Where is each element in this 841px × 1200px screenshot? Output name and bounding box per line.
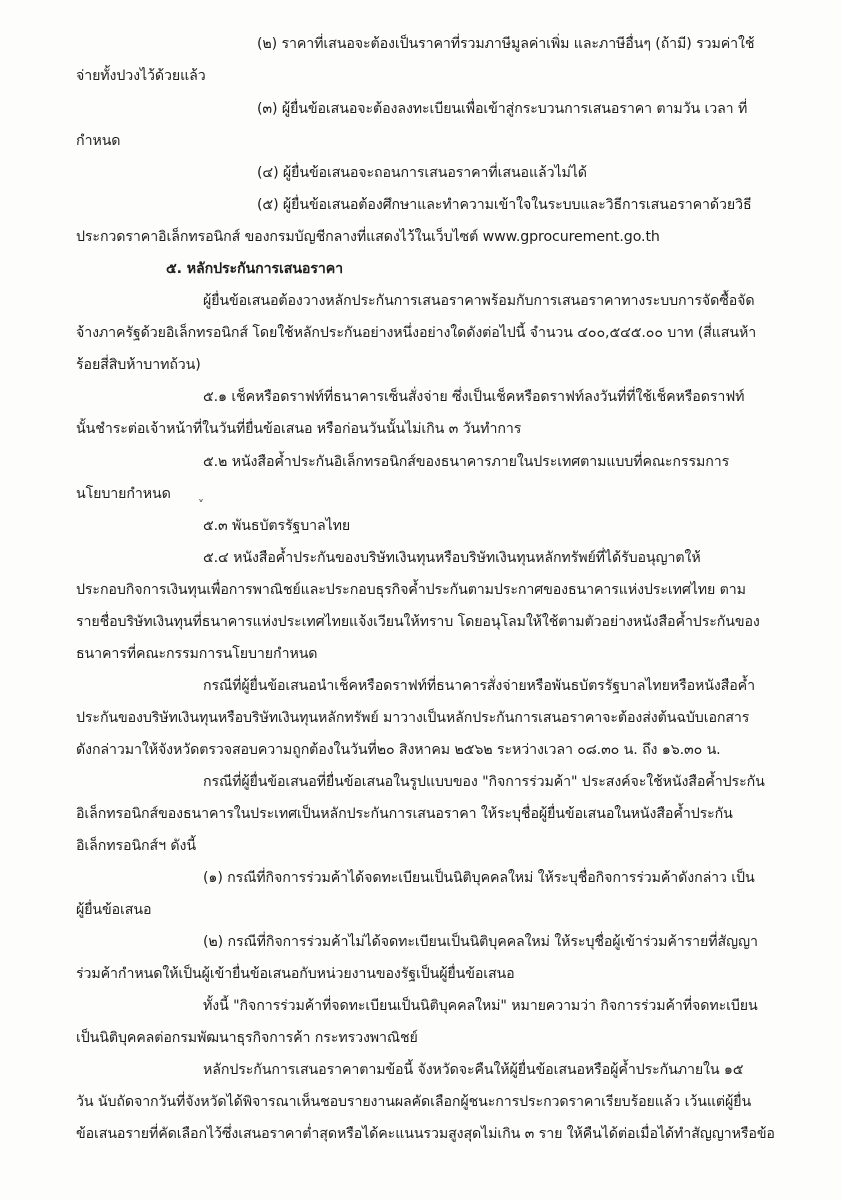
text-line: ๕.๑ เช็คหรือดราฟท์ที่ธนาคารเซ็นสั่งจ่าย ซึ่งเป็นเช็คหรือดราฟท์ลงวันที่ที่ใช้เช็คหรือดราฟท์	[203, 389, 745, 405]
text-line: (๑) กรณีที่กิจการร่วมค้าได้จดทะเบียนเป็นนิติบุคคลใหม่ ให้ระบุชื่อกิจการร่วมค้าดังกล่าว เป็น	[203, 870, 755, 886]
text-line: วัน นับถัดจากวันที่จังหวัดได้พิจารณาเห็นชอบรายงานผลคัดเลือกผู้ชนะการประกวดราคาเรียบร้อยแล้ว เว้นแต่ผู้ยื่น	[76, 1094, 752, 1110]
text-line: จ้างภาครัฐด้วยอิเล็กทรอนิกส์ โดยใช้หลักประกันอย่างหนึ่งอย่างใดดังต่อไปนี้ จำนวน ๔๐๐,๕๔๕.๐๐ บาท (สี่แสนห้า	[76, 325, 757, 341]
section-heading: ๕. หลักประกันการเสนอราคา	[166, 261, 343, 277]
text-line: ประกวดราคาอิเล็กทรอนิกส์ ของกรมบัญชีกลางที่แสดงไว้ในเว็บไซต์ www.gprocurement.go.th	[76, 229, 660, 245]
text-line: นโยบายกำหนด	[76, 486, 171, 502]
text-line: ๕.๓ พันธบัตรรัฐบาลไทย	[203, 518, 351, 534]
text-line: ผู้ยื่นข้อเสนอต้องวางหลักประกันการเสนอราคาพร้อมกับการเสนอราคาทางระบบการจัดซื้อจัด	[203, 293, 755, 309]
text-line: นั้นชำระต่อเจ้าหน้าที่ในวันที่ยื่นข้อเสนอ หรือก่อนวันนั้นไม่เกิน ๓ วันทำการ	[76, 421, 522, 437]
text-line: ดังกล่าวมาให้จังหวัดตรวจสอบความถูกต้องในวันที่๒๐ สิงหาคม ๒๕๖๒ ระหว่างเวลา ๐๘.๓๐ น. ถึง ๑๖.๓๐ น.	[76, 742, 721, 758]
text-line: กรณีที่ผู้ยื่นข้อเสนอนำเช็คหรือดราฟท์ที่ธนาคารสั่งจ่ายหรือพันธบัตรรัฐบาลไทยหรือหนังสือค้ำ	[203, 678, 756, 694]
text-line: กำหนด	[76, 133, 121, 149]
text-line: ร้อยสี่สิบห้าบาทถ้วน)	[76, 357, 201, 373]
text-line: (๓) ผู้ยื่นข้อเสนอจะต้องลงทะเบียนเพื่อเข้าสู่กระบวนการเสนอราคา ตามวัน เวลา ที่	[257, 101, 748, 117]
text-line: (๕) ผู้ยื่นข้อเสนอต้องศึกษาและทำความเข้าใจในระบบและวิธีการเสนอราคาด้วยวิธี	[257, 197, 752, 213]
scan-mark: ˬ	[198, 488, 204, 502]
text-line: (๒) กรณีที่กิจการร่วมค้าไม่ได้จดทะเบียนเป็นนิติบุคคลใหม่ ให้ระบุชื่อผู้เข้าร่วมค้ารายที่สัญญา	[203, 934, 758, 950]
text-line: ประกันของบริษัทเงินทุนหรือบริษัทเงินทุนหลักทรัพย์ มาวางเป็นหลักประกันการเสนอราคาจะต้องส่งต้นฉบับเอกสาร	[76, 710, 750, 726]
text-line: ธนาคารที่คณะกรรมการนโยบายกำหนด	[76, 646, 318, 662]
text-line: ร่วมค้ากำหนดให้เป็นผู้เข้ายื่นข้อเสนอกับหน่วยงานของรัฐเป็นผู้ยื่นข้อเสนอ	[76, 966, 515, 982]
text-line: จ่ายทั้งปวงไว้ด้วยแล้ว	[76, 68, 206, 84]
text-line: รายชื่อบริษัทเงินทุนที่ธนาคารแห่งประเทศไทยแจ้งเวียนให้ทราบ โดยอนุโลมให้ใช้ตามตัวอย่างหนังสือค้ำประกันของ	[76, 614, 760, 630]
text-line: อิเล็กทรอนิกส์ของธนาคารในประเทศเป็นหลักประกันการเสนอราคา ให้ระบุชื่อผู้ยื่นข้อเสนอในหนังสือค้ำประกัน	[76, 806, 733, 822]
text-line: ทั้งนี้ "กิจการร่วมค้าที่จดทะเบียนเป็นนิติบุคคลใหม่" หมายความว่า กิจการร่วมค้าที่จดทะเบียน	[203, 998, 758, 1014]
text-line: ๕.๒ หนังสือค้ำประกันอิเล็กทรอนิกส์ของธนาคารภายในประเทศตามแบบที่คณะกรรมการ	[203, 454, 730, 470]
text-line: ผู้ยื่นข้อเสนอ	[76, 902, 152, 918]
text-line: ๕.๔ หนังสือค้ำประกันของบริษัทเงินทุนหรือบริษัทเงินทุนหลักทรัพย์ที่ได้รับอนุญาตให้	[203, 550, 701, 566]
text-line: อิเล็กทรอนิกส์ฯ ดังนี้	[76, 838, 196, 854]
text-line: เป็นนิติบุคคลต่อกรมพัฒนาธุรกิจการค้า กระทรวงพาณิชย์	[76, 1030, 418, 1046]
text-line: กรณีที่ผู้ยื่นข้อเสนอที่ยื่นข้อเสนอในรูปแบบของ "กิจการร่วมค้า" ประสงค์จะใช้หนังสือค้ำประกัน	[203, 774, 765, 790]
text-line: ข้อเสนอรายที่คัดเลือกไว้ซึ่งเสนอราคาต่ำสุดหรือได้คะแนนรวมสูงสุดไม่เกิน ๓ ราย ให้คืนได้ต่อเมื่อได้ทำสัญญาหรือข้อ	[76, 1126, 775, 1142]
text-line: (๒) ราคาที่เสนอจะต้องเป็นราคาที่รวมภาษีมูลค่าเพิ่ม และภาษีอื่นๆ (ถ้ามี) รวมค่าใช้	[257, 36, 755, 52]
text-line: หลักประกันการเสนอราคาตามข้อนี้ จังหวัดจะคืนให้ผู้ยื่นข้อเสนอหรือผู้ค้ำประกันภายใน ๑๕	[203, 1062, 744, 1078]
text-line: ประกอบกิจการเงินทุนเพื่อการพาณิชย์และประกอบธุรกิจค้ำประกันตามประกาศของธนาคารแห่งประเทศไทย ตาม	[76, 582, 746, 598]
text-line: (๔) ผู้ยื่นข้อเสนอจะถอนการเสนอราคาที่เสนอแล้วไม่ได้	[257, 165, 587, 181]
